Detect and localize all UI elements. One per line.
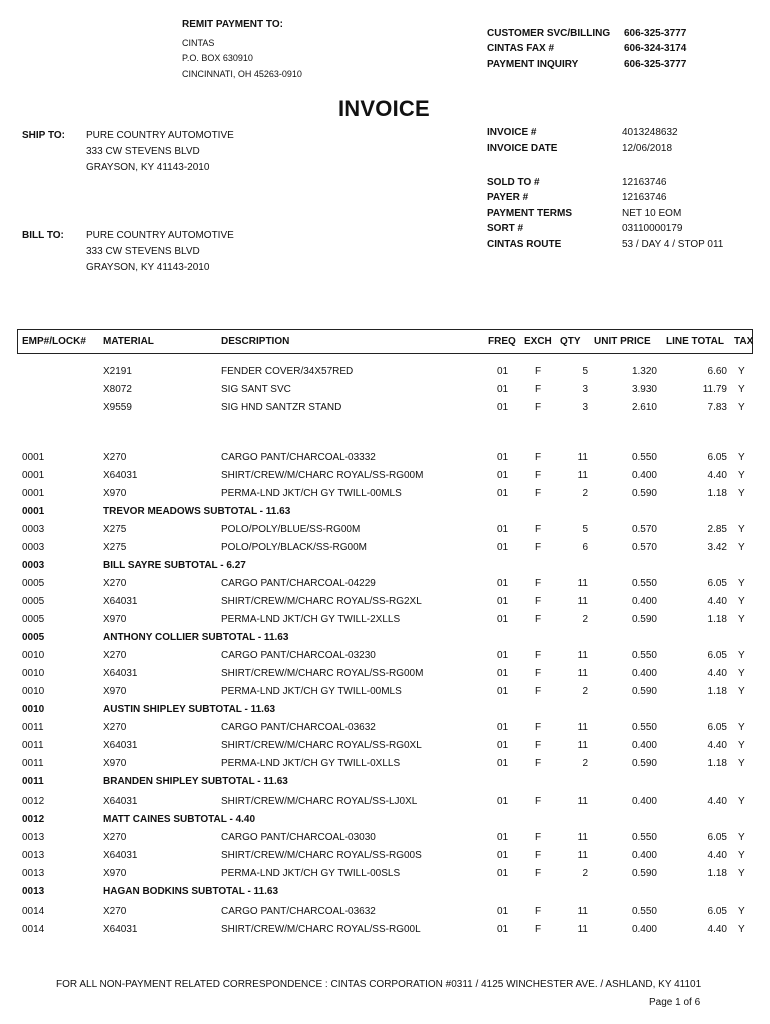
page-title: INVOICE (338, 96, 430, 121)
row-exch: F (535, 924, 542, 935)
invoice-number-value: 4013248632 (622, 127, 678, 138)
row-freq: 01 (497, 384, 509, 395)
row-material: X275 (103, 524, 127, 535)
table-row (0, 366, 770, 380)
row-freq: 01 (497, 740, 509, 751)
row-unit-price: 0.550 (631, 650, 657, 661)
row-material: X64031 (103, 924, 138, 935)
row-exch: F (535, 686, 542, 697)
row-material: X970 (103, 686, 127, 697)
row-description: PERMA-LND JKT/CH GY TWILL-00SLS (221, 868, 401, 879)
row-qty: 11 (577, 796, 588, 807)
contact-label: CUSTOMER SVC/BILLING (487, 28, 611, 39)
row-freq: 01 (497, 668, 509, 679)
row-description: PERMA-LND JKT/CH GY TWILL-00MLS (221, 686, 402, 697)
row-emp: 0014 (22, 924, 45, 935)
row-exch: F (535, 850, 542, 861)
row-description: SHIRT/CREW/M/CHARC ROYAL/SS-RG00M (221, 668, 424, 679)
row-emp: 0005 (22, 578, 45, 589)
row-subtotal: MATT CAINES SUBTOTAL - 4.40 (103, 814, 256, 825)
table-row (0, 740, 770, 754)
row-tax: Y (738, 366, 745, 377)
row-qty: 11 (577, 470, 588, 481)
row-line-total: 1.18 (707, 868, 727, 879)
table-row (0, 832, 770, 846)
row-subtotal: BRANDEN SHIPLEY SUBTOTAL - 11.63 (103, 776, 288, 787)
row-material: X64031 (103, 796, 138, 807)
contact-label: CINTAS FAX # (487, 43, 555, 54)
row-subtotal: ANTHONY COLLIER SUBTOTAL - 11.63 (103, 632, 289, 643)
row-line-total: 1.18 (707, 614, 727, 625)
row-description: CARGO PANT/CHARCOAL-03030 (221, 832, 376, 843)
row-line-total: 6.05 (707, 650, 727, 661)
footer-correspondence: FOR ALL NON-PAYMENT RELATED CORRESPONDENCE : CINTAS CORPORATION #0311 / 4125 WINCHESTER AVE. / ASHLAND, KY 41101 (56, 979, 702, 990)
row-emp: 0010 (22, 650, 45, 661)
row-tax: Y (738, 868, 745, 879)
row-description: CARGO PANT/CHARCOAL-03632 (221, 722, 376, 733)
row-emp: 0005 (22, 632, 45, 643)
payer-value: 12163746 (622, 192, 667, 203)
bill-to-label: BILL TO: (22, 230, 64, 241)
row-emp: 0005 (22, 596, 45, 607)
row-qty: 3 (582, 384, 588, 395)
row-line-total: 4.40 (707, 596, 727, 607)
row-freq: 01 (497, 722, 509, 733)
row-unit-price: 0.550 (631, 722, 657, 733)
row-unit-price: 0.400 (631, 668, 657, 679)
row-emp: 0001 (22, 506, 45, 517)
row-freq: 01 (497, 832, 509, 843)
row-unit-price: 0.570 (631, 524, 657, 535)
row-material: X270 (103, 832, 127, 843)
row-material: X970 (103, 758, 127, 769)
row-material: X270 (103, 906, 127, 917)
row-unit-price: 0.400 (631, 596, 657, 607)
row-description: SHIRT/CREW/M/CHARC ROYAL/SS-RG00L (221, 924, 421, 935)
row-description: CARGO PANT/CHARCOAL-04229 (221, 578, 376, 589)
row-description: POLO/POLY/BLACK/SS-RG00M (221, 542, 367, 553)
row-freq: 01 (497, 906, 509, 917)
row-line-total: 6.05 (707, 722, 727, 733)
row-unit-price: 0.550 (631, 452, 657, 463)
row-description: SIG SANT SVC (221, 384, 291, 395)
row-qty: 11 (577, 668, 588, 679)
row-tax: Y (738, 796, 745, 807)
row-material: X275 (103, 542, 127, 553)
row-qty: 11 (577, 650, 588, 661)
row-exch: F (535, 650, 542, 661)
row-emp: 0011 (22, 740, 44, 751)
row-exch: F (535, 578, 542, 589)
ship-to-label: SHIP TO: (22, 130, 65, 141)
row-description: SHIRT/CREW/M/CHARC ROYAL/SS-RG2XL (221, 596, 422, 607)
row-description: CARGO PANT/CHARCOAL-03632 (221, 906, 376, 917)
column-header-material: MATERIAL (103, 336, 154, 347)
row-emp: 0011 (22, 722, 44, 733)
row-qty: 11 (577, 906, 588, 917)
table-header-row (0, 336, 770, 350)
row-line-total: 4.40 (707, 470, 727, 481)
row-line-total: 2.85 (707, 524, 727, 535)
row-freq: 01 (497, 614, 509, 625)
row-tax: Y (738, 542, 745, 553)
row-freq: 01 (497, 850, 509, 861)
sort-label: SORT # (487, 223, 524, 234)
row-exch: F (535, 366, 542, 377)
contact-label: PAYMENT INQUIRY (487, 59, 579, 70)
bill-to-line: PURE COUNTRY AUTOMOTIVE (86, 230, 234, 241)
row-material: X9559 (103, 402, 132, 413)
row-unit-price: 0.400 (631, 470, 657, 481)
row-tax: Y (738, 524, 745, 535)
row-description: PERMA-LND JKT/CH GY TWILL-0XLLS (221, 758, 401, 769)
row-description: SIG HND SANTZR STAND (221, 402, 342, 413)
row-unit-price: 0.550 (631, 906, 657, 917)
row-emp: 0014 (22, 906, 45, 917)
row-exch: F (535, 832, 542, 843)
row-unit-price: 0.550 (631, 578, 657, 589)
row-emp: 0003 (22, 524, 45, 535)
row-tax: Y (738, 470, 745, 481)
row-line-total: 4.40 (707, 924, 727, 935)
row-material: X64031 (103, 740, 138, 751)
row-freq: 01 (497, 868, 509, 879)
table-row (0, 850, 770, 864)
row-material: X64031 (103, 470, 138, 481)
row-line-total: 3.42 (707, 542, 727, 553)
row-line-total: 6.05 (707, 906, 727, 917)
contact-value: 606-325-3777 (624, 28, 687, 39)
row-line-total: 1.18 (707, 488, 727, 499)
row-description: PERMA-LND JKT/CH GY TWILL-2XLLS (221, 614, 401, 625)
row-unit-price: 0.400 (631, 850, 657, 861)
row-line-total: 6.05 (707, 452, 727, 463)
row-qty: 5 (582, 366, 588, 377)
row-qty: 11 (577, 740, 588, 751)
row-material: X64031 (103, 668, 138, 679)
row-emp: 0011 (22, 758, 44, 769)
route-value: 53 / DAY 4 / STOP 011 (622, 239, 724, 250)
table-row (0, 402, 770, 416)
row-material: X64031 (103, 596, 138, 607)
subtotal-row (0, 632, 770, 646)
row-freq: 01 (497, 366, 509, 377)
remit-line: P.O. BOX 630910 (182, 53, 253, 63)
row-emp: 0010 (22, 686, 45, 697)
payment-terms-label: PAYMENT TERMS (487, 208, 573, 219)
row-freq: 01 (497, 542, 509, 553)
row-qty: 2 (582, 614, 588, 625)
column-header-freq: FREQ (488, 336, 516, 347)
ship-to-line: 333 CW STEVENS BLVD (86, 146, 200, 157)
row-exch: F (535, 452, 542, 463)
table-row (0, 542, 770, 556)
invoice-date-label: INVOICE DATE (487, 143, 558, 154)
row-freq: 01 (497, 924, 509, 935)
subtotal-row (0, 506, 770, 520)
subtotal-row (0, 886, 770, 900)
row-freq: 01 (497, 686, 509, 697)
row-subtotal: BILL SAYRE SUBTOTAL - 6.27 (103, 560, 246, 571)
row-emp: 0013 (22, 886, 45, 897)
row-material: X64031 (103, 850, 138, 861)
table-row (0, 524, 770, 538)
route-label: CINTAS ROUTE (487, 239, 562, 250)
bill-to-line: GRAYSON, KY 41143-2010 (86, 262, 210, 273)
row-unit-price: 0.590 (631, 868, 657, 879)
row-freq: 01 (497, 578, 509, 589)
row-emp: 0012 (22, 814, 45, 825)
row-exch: F (535, 596, 542, 607)
row-line-total: 6.05 (707, 578, 727, 589)
contact-value: 606-325-3777 (624, 59, 687, 70)
row-material: X270 (103, 578, 127, 589)
row-unit-price: 0.550 (631, 832, 657, 843)
row-freq: 01 (497, 796, 509, 807)
row-emp: 0013 (22, 850, 45, 861)
row-tax: Y (738, 686, 745, 697)
row-line-total: 1.18 (707, 758, 727, 769)
row-unit-price: 0.590 (631, 686, 657, 697)
row-qty: 2 (582, 686, 588, 697)
row-tax: Y (738, 722, 745, 733)
row-exch: F (535, 868, 542, 879)
row-emp: 0001 (22, 452, 45, 463)
table-row (0, 722, 770, 736)
invoice-date-value: 12/06/2018 (622, 143, 673, 154)
payment-terms-value: NET 10 EOM (622, 208, 682, 219)
row-subtotal: AUSTIN SHIPLEY SUBTOTAL - 11.63 (103, 704, 276, 715)
row-tax: Y (738, 452, 745, 463)
row-tax: Y (738, 596, 745, 607)
row-tax: Y (738, 402, 745, 413)
row-freq: 01 (497, 650, 509, 661)
row-material: X970 (103, 488, 127, 499)
row-line-total: 4.40 (707, 850, 727, 861)
row-description: SHIRT/CREW/M/CHARC ROYAL/SS-LJ0XL (221, 796, 418, 807)
row-qty: 3 (582, 402, 588, 413)
row-freq: 01 (497, 488, 509, 499)
row-line-total: 7.83 (707, 402, 727, 413)
table-row (0, 668, 770, 682)
row-qty: 6 (582, 542, 588, 553)
remit-line: CINCINNATI, OH 45263-0910 (182, 69, 302, 79)
row-exch: F (535, 668, 542, 679)
row-exch: F (535, 402, 542, 413)
row-tax: Y (738, 614, 745, 625)
row-material: X970 (103, 614, 127, 625)
row-emp: 0001 (22, 470, 45, 481)
table-row (0, 758, 770, 772)
table-row (0, 796, 770, 810)
row-material: X270 (103, 650, 127, 661)
row-tax: Y (738, 758, 745, 769)
row-qty: 11 (577, 452, 588, 463)
column-header-line-total: LINE TOTAL (666, 336, 724, 347)
sold-to-label: SOLD TO # (487, 177, 540, 188)
subtotal-row (0, 704, 770, 718)
row-freq: 01 (497, 452, 509, 463)
row-qty: 11 (577, 578, 588, 589)
row-unit-price: 0.400 (631, 796, 657, 807)
row-unit-price: 0.590 (631, 614, 657, 625)
row-tax: Y (738, 668, 745, 679)
row-tax: Y (738, 650, 745, 661)
row-emp: 0001 (22, 488, 45, 499)
ship-to-line: PURE COUNTRY AUTOMOTIVE (86, 130, 234, 141)
row-description: POLO/POLY/BLUE/SS-RG00M (221, 524, 361, 535)
row-qty: 2 (582, 758, 588, 769)
row-material: X2191 (103, 366, 132, 377)
row-material: X270 (103, 722, 127, 733)
column-header-qty: QTY (560, 336, 581, 347)
row-emp: 0010 (22, 668, 45, 679)
row-material: X970 (103, 868, 127, 879)
row-exch: F (535, 906, 542, 917)
row-qty: 2 (582, 868, 588, 879)
row-exch: F (535, 488, 542, 499)
row-line-total: 4.40 (707, 668, 727, 679)
row-unit-price: 2.610 (631, 402, 657, 413)
row-qty: 11 (577, 832, 588, 843)
row-exch: F (535, 524, 542, 535)
column-header-emp: EMP#/LOCK# (22, 336, 86, 347)
row-qty: 2 (582, 488, 588, 499)
row-line-total: 6.60 (707, 366, 727, 377)
row-freq: 01 (497, 524, 509, 535)
row-freq: 01 (497, 402, 509, 413)
row-material: X8072 (103, 384, 132, 395)
row-exch: F (535, 796, 542, 807)
row-freq: 01 (497, 596, 509, 607)
row-exch: F (535, 722, 542, 733)
bill-to-line: 333 CW STEVENS BLVD (86, 246, 200, 257)
row-exch: F (535, 384, 542, 395)
row-exch: F (535, 542, 542, 553)
row-tax: Y (738, 578, 745, 589)
row-exch: F (535, 470, 542, 481)
row-unit-price: 3.930 (631, 384, 657, 395)
row-tax: Y (738, 740, 745, 751)
row-exch: F (535, 740, 542, 751)
row-line-total: 4.40 (707, 796, 727, 807)
remit-line: CINTAS (182, 38, 215, 48)
row-unit-price: 0.400 (631, 924, 657, 935)
row-description: CARGO PANT/CHARCOAL-03230 (221, 650, 376, 661)
row-tax: Y (738, 906, 745, 917)
row-qty: 11 (577, 924, 588, 935)
ship-to-line: GRAYSON, KY 41143-2010 (86, 162, 210, 173)
row-exch: F (535, 758, 542, 769)
table-row (0, 868, 770, 882)
row-line-total: 4.40 (707, 740, 727, 751)
page-number: Page 1 of 6 (649, 997, 701, 1008)
table-row (0, 650, 770, 664)
row-tax: Y (738, 832, 745, 843)
table-row (0, 614, 770, 628)
invoice-number-label: INVOICE # (487, 127, 537, 138)
column-header-description: DESCRIPTION (221, 336, 290, 347)
table-row (0, 924, 770, 938)
table-row (0, 578, 770, 592)
row-description: SHIRT/CREW/M/CHARC ROYAL/SS-RG00S (221, 850, 422, 861)
row-exch: F (535, 614, 542, 625)
sold-to-value: 12163746 (622, 177, 667, 188)
row-material: X270 (103, 452, 127, 463)
row-freq: 01 (497, 470, 509, 481)
row-qty: 11 (577, 850, 588, 861)
row-emp: 0003 (22, 560, 45, 571)
row-unit-price: 0.400 (631, 740, 657, 751)
row-subtotal: HAGAN BODKINS SUBTOTAL - 11.63 (103, 886, 279, 897)
table-row (0, 488, 770, 502)
column-header-tax: TAX (734, 336, 754, 347)
row-tax: Y (738, 924, 745, 935)
contact-value: 606-324-3174 (624, 43, 687, 54)
row-line-total: 1.18 (707, 686, 727, 697)
row-freq: 01 (497, 758, 509, 769)
row-description: CARGO PANT/CHARCOAL-03332 (221, 452, 376, 463)
row-emp: 0013 (22, 832, 45, 843)
row-subtotal: TREVOR MEADOWS SUBTOTAL - 11.63 (103, 506, 291, 517)
table-row (0, 384, 770, 398)
sort-value: 03110000179 (622, 223, 683, 234)
row-description: SHIRT/CREW/M/CHARC ROYAL/SS-RG00M (221, 470, 424, 481)
row-unit-price: 0.590 (631, 488, 657, 499)
row-tax: Y (738, 384, 745, 395)
row-tax: Y (738, 488, 745, 499)
column-header-exch: EXCH (524, 336, 552, 347)
table-row (0, 686, 770, 700)
row-emp: 0011 (22, 776, 44, 787)
row-description: FENDER COVER/34X57RED (221, 366, 354, 377)
row-line-total: 11.79 (702, 384, 727, 395)
row-unit-price: 0.570 (631, 542, 657, 553)
subtotal-row (0, 814, 770, 828)
payer-label: PAYER # (487, 192, 529, 203)
row-description: PERMA-LND JKT/CH GY TWILL-00MLS (221, 488, 402, 499)
row-qty: 11 (577, 722, 588, 733)
row-emp: 0003 (22, 542, 45, 553)
row-unit-price: 1.320 (631, 366, 657, 377)
row-tax: Y (738, 850, 745, 861)
column-header-unit-price: UNIT PRICE (594, 336, 651, 347)
row-description: SHIRT/CREW/M/CHARC ROYAL/SS-RG0XL (221, 740, 422, 751)
table-row (0, 596, 770, 610)
row-qty: 5 (582, 524, 588, 535)
row-qty: 11 (577, 596, 588, 607)
row-emp: 0010 (22, 704, 45, 715)
table-row (0, 452, 770, 466)
row-line-total: 6.05 (707, 832, 727, 843)
remit-heading: REMIT PAYMENT TO: (182, 19, 283, 30)
subtotal-row (0, 560, 770, 574)
row-emp: 0012 (22, 796, 45, 807)
subtotal-row (0, 776, 770, 790)
table-row (0, 470, 770, 484)
row-emp: 0005 (22, 614, 45, 625)
table-row (0, 906, 770, 920)
row-unit-price: 0.590 (631, 758, 657, 769)
row-emp: 0013 (22, 868, 45, 879)
